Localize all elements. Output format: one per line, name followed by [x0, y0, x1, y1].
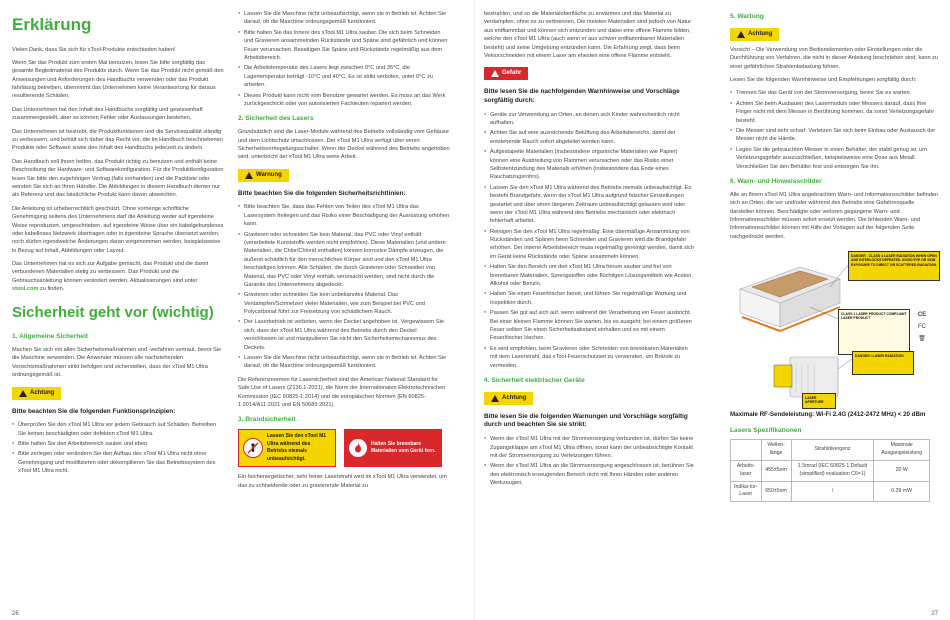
- list-item: ● Lassen Sie den xTool M1 Ultra während des Betriebs niemals unbeaufsichtigt. Es besteht Brandgefahr, wenn der xTool M1 Ultra aufgrund falscher Einstellungen gestartet und über einen längeren Zeitraum unbeaufsichtigt gelassen wird oder wenn der xTool M1 Ultra während des Betriebs mechanisch oder elektrisch fehlerhaft arbeitet.: [484, 184, 696, 226]
- table-cell: 1.5mrad (IEC 60825-1 Default (simplified) evaluation C6=1): [791, 461, 874, 482]
- paragraph-text: Das Unternehmen hat es sich zur Aufgabe gemacht, das Produkt und die damit verbundenen Materialien stetig zu verbessern. Das Produkt und die Gebrauchsanleitung können verändert werden. Aktualisierungen sind unter: [12, 261, 209, 284]
- badge-label: Achtung: [748, 30, 773, 37]
- table-row: [731, 461, 930, 482]
- list-item: ● Bitte beachten Sie, dass das Fehlen von Teilen des xTool M1 Ultra das Lasersystem freilegen und das Risiko einer Beschädigung der Ausrüstung erhöhen kann.: [238, 203, 450, 228]
- table-row: [731, 481, 930, 502]
- bold-heading: Bitte lesen Sie die folgenden Warnungen und Vorschläge sorgfältig durch und beachten Sie sie strikt:: [484, 412, 688, 429]
- aperture-label: LASER APERTURE: [802, 393, 836, 409]
- left-page-column-2: [238, 10, 450, 495]
- xtool-link[interactable]: xtool.com: [12, 286, 39, 293]
- paragraph: Lesen Sie die folgenden Warnhinweise und Empfehlungen sorgfältig durch:: [730, 77, 917, 84]
- warning-triangle-icon: [491, 395, 499, 402]
- bullet-list: [730, 89, 940, 171]
- page-number-right: 27: [931, 611, 938, 617]
- table-header: [731, 440, 762, 461]
- list-item: ● Lassen Sie die Maschine nicht unbeaufsichtigt, wenn sie in Betrieb ist. Achten Sie darauf, ob die Maschine ordnungsgemäß funktioniert.: [238, 10, 450, 27]
- laser-spec-table: [730, 439, 930, 502]
- list-item: ● Lassen Sie die Maschine nicht unbeaufsichtigt, wenn sie in Betrieb ist. Achten Sie darauf, ob die Maschine ordnungsgemäß funktioniert.: [238, 354, 450, 371]
- warning-triangle-icon: [245, 172, 253, 179]
- right-page-column-3: [484, 10, 696, 492]
- list-item: ● Legen Sie die gebrauchten Messer in einen Behälter, der stabil genug ist, um Verletzungsgefahr auszuschließen, beispielsweise eine Dose aus Metall. Verschließen Sie den Behälter fest und entsorgen Sie ihn.: [730, 146, 940, 171]
- warning-triangle-icon: [491, 70, 499, 77]
- unattended-warning-box: [238, 429, 336, 467]
- list-item: ● Achten Sie auf eine ausreichende Belüftung des Arbeitsbereichs, damit der entstehende Rauch sofort abgeleitet werden kann.: [484, 129, 696, 146]
- flame-icon: [349, 439, 367, 457]
- certification-marks: [908, 311, 936, 349]
- paragraph: Grundsätzlich sind die Laser-Module während des Betriebs vollständig vom Gehäuse und dem Lichtschutz umschlossen. Der xTool M1 Ultra verfügt über einen Sicherheitsverriegelungsschalter. Wenn der Deckel während des Betriebs angehoben wird, unterbricht der xTool M1 Ultra seine Arbeit.: [238, 129, 450, 161]
- paragraph: Die Referenznormen für Lasersicherheit sind der American National Standard for Safe Use of Lasers (Z136.1-2021), die Norm der Internationalen Elektrotechnischen Kommission (IEC 60825-1:2014) und die europäischen Normen (EN 60825-1:2014/A11:2021 und EN 50689:2021).: [238, 376, 446, 408]
- list-item: ● Es wird empfohlen, beim Gravieren oder Schneiden von brennbaren Materialien mit dem Laserstrahl, das xTool-Feuerschutzset zu verwenden, um Brände zu vermeiden.: [484, 345, 696, 370]
- machine-label-figure: [730, 247, 940, 407]
- danger-label: DANGER - CLASS 4 LASER RADIATION WHEN OPEN AND INTERLOCKS DEFEATED. AVOID EYE OR SKIN EXPOSURE TO DIRECT OR SCATTERED RADIATION.: [848, 251, 940, 281]
- list-item: ● Halten Sie den Bereich um den xTool M1 Ultra herum sauber und frei von brennbaren Materialien, Sprengstoffen oder flüchtigen Lösungsmitteln wie Aceton, Alkohol oder Benzin.: [484, 263, 696, 288]
- list-item: ● Bitte zerlegen oder verändern Sie den Aufbau des xTool M1 Ultra nicht ohne Genehmigung und modifizieren oder dekompilieren Sie das Betriebssystem des xTool M1 Ultra nicht.: [12, 450, 224, 475]
- bold-heading: Bitte lesen Sie die nachfolgenden Warnhinweise und Vorschläge sorgfältig durch:: [484, 88, 680, 104]
- section-title-warnschilder: 6. Warn- und Hinweisschilder: [730, 177, 822, 185]
- list-item: ● Reinigen Sie den xTool M1 Ultra regelmäßig. Eine übermäßige Ansammlung von Rückständen und Spänen beim Schneiden und Gravieren wird die Brandgefahr erhöhen. Der interne Arbeitsbereich muss regelmäßig gereinigt werden, damit sich im Gerät keine Rückstände oder Späne ansammeln können.: [484, 228, 696, 262]
- paragraph: Das Unternehmen hat den Inhalt des Handbuchs sorgfältig und gewissenhaft zusammengestellt, aber es können Fehler oder Auslassungen bestehen.: [12, 106, 203, 122]
- laser-spec-title: Lasers Spezifikationen: [730, 426, 802, 434]
- list-item: ● Halten Sie einen Feuerlöscher bereit, und führen Sie regelmäßige Wartung und Inspektion durch.: [484, 290, 696, 307]
- warning-triangle-icon: [19, 390, 27, 397]
- table-cell: 650±5nm: [761, 481, 791, 502]
- bold-heading: Bitte beachten Sie die folgenden Sicherheitsrichtlinien:: [238, 189, 406, 197]
- table-cell: 20 W: [874, 461, 930, 482]
- list-item: ● Gravieren oder schneiden Sie kein Material, das PVC oder Vinyl enthält (verarbeitete Kunststoffe werden nicht empfohlen). Diese Materialien (und andere Materialien, die Chlor/Chlorid enthalten) können korrosive Dämpfe erzeugen, die äußerst schädlich für den menschlichen Körper sind und den xTool M1 Ultra beschädigen können. Alle Schäden, die durch Gravieren oder Schneiden von Material, das PVC oder Vinyl enthält, verursacht werden, sind nicht durch die Garantie des Unternehmens abgedeckt.: [238, 231, 450, 290]
- list-item: ● Bitte halten Sie den Arbeitsbereich sauber und eben.: [12, 440, 224, 448]
- bullet-list: [12, 421, 224, 475]
- page-number-left: 26: [12, 611, 19, 617]
- gefahr-badge: [484, 67, 528, 80]
- paragraph-text: zu finden.: [38, 286, 65, 293]
- list-item: ● Bitte halten Sie das Innere des xTool M1 Ultra sauber. Die sich beim Schneiden und Gravieren ansammelnden Rückstände und Späne sind gefährlich und können Feuer verursachen. Beseitigen Sie Späne und Rückstände regelmäßig aus dem Arbeitsbereich.: [238, 29, 450, 63]
- achtung-badge: [730, 28, 779, 41]
- list-item: ● Trennen Sie das Gerät von der Stromversorgung, bevor Sie es warten.: [730, 89, 940, 97]
- list-item: ● Wenn der xTool M1 Ultra mit der Stromversorgung verbunden ist, dürfen Sie keine Zugangsklappe am xTool M1 Ultra öffnen, sonst kann der unbeabsichtigte Kontakt mit der Stromversorgung zu Verletzungen führen.: [484, 435, 696, 460]
- section-title-laser: 2. Sicherheit des Lasers: [238, 115, 314, 123]
- table-cell: Indika-tor-Laser: [731, 481, 762, 502]
- paragraph: Alle an Ihrem xTool M1 Ultra angebrachten Warn- und Informationsschilder befinden sich an Orten, die vor und/oder während des Betriebs eine Gefahrenquelle darstellen können. Beschädigte oder verloren gegangene Warn- und Informationsschilder müssen sofort ersetzt werden. Die fehlenden Warn- und Informationsschilder können mit Hilfe der Vorlagen auf der folgenden Seite nachgedruckt werden.: [730, 191, 939, 240]
- bullet-list: [484, 435, 696, 487]
- table-header: Maximale Ausgangsleistung: [874, 440, 930, 461]
- list-item: ● Geräte zur Verwendung an Orten, an denen sich Kinder wahrscheinlich nicht aufhalten.: [484, 111, 696, 128]
- right-page-column-4: [730, 10, 940, 502]
- title-erklaerung: Erklärung: [12, 15, 92, 34]
- table-header: Wellen-länge: [761, 440, 791, 461]
- paragraph: [12, 260, 224, 294]
- flammable-warning-box: [344, 429, 442, 467]
- class1-label-text: CLASS 1 LASER PRODUCT COMPLIANT LASER PRODUCT: [841, 312, 907, 321]
- list-item: ● Der Laserbetrieb ist verboten, wenn der Deckel angehoben ist. Vergewissern Sie sich, dass der xTool M1 Ultra während des Betriebs durch den Deckel verschlossen ist und manipulieren Sie nicht den Sicherheitsmechanismus des Deckels.: [238, 318, 450, 352]
- caution-label: DANGER / LASER RADIATION: [852, 351, 914, 375]
- warning-text: Halten Sie brennbare Materialien vom Gerät fern.: [371, 440, 436, 455]
- no-unattended-icon: [243, 438, 263, 458]
- section-title-brandsicherheit: 3. Brandsicherheit: [238, 416, 296, 424]
- left-page-column-1: [12, 10, 224, 481]
- fire-warning-row: [238, 429, 450, 467]
- list-item: ● Dieses Produkt kann nicht vom Benutzer gewartet werden. Es muss an das Werk zurückgeschickt oder von autorisierten Fachleuten repariert werden.: [238, 92, 450, 109]
- page-divider: [474, 0, 475, 620]
- ce-mark-icon: CE: [917, 312, 927, 319]
- list-item: ● Passen Sie gut auf sich auf, wenn während der Verarbeitung ein Feuer ausbricht. Bei einer kleinen Flamme können Sie warten, bis es ausgeht; bei einem größeren Feuer sollten Sie einen Sicherheitsabstand einhalten und es mit einem Feuerlöscher löschen.: [484, 309, 696, 343]
- list-item: ● Überprüfen Sie den xTool M1 Ultra vor jedem Gebrauch auf Schäden. Betreiben Sie keinen beschädigten oder defekten xTool M1 Ultra.: [12, 421, 224, 438]
- table-header-row: [731, 440, 930, 461]
- achtung-badge: [12, 387, 61, 400]
- table-cell: /: [791, 481, 874, 502]
- paragraph: Das Unternehmen ist bestrebt, die Produktfunktionen und die Servicequalität ständig zu verbessern, und behält sich daher das Recht vor, die im Handbuch beschriebenen Produkte oder Software sowie den Inhalt des Handbuchs jederzeit zu ändern.: [12, 128, 223, 152]
- badge-label: Gefahr: [502, 70, 522, 77]
- section-title-wartung: 5. Wartung: [730, 13, 764, 20]
- paragraph: Vielen Dank, dass Sie sich für xTool-Produkte entschieden haben!: [12, 46, 176, 53]
- badge-label: Achtung: [502, 394, 527, 401]
- table-cell: Arbeits-laser: [731, 461, 762, 482]
- warning-text: Lassen Sie den xTool M1 Ultra während des Betriebs niemals unbeaufsichtigt.: [267, 433, 327, 462]
- list-item: ● Aufgestapelte Materialien (insbesondere organische Materialien wie Papier) können eine Ausbreitung von Flammen verursachen oder das Risiko einer Selbstentzündung des Materials erhöhen (insbesondere das Ende eines Rauchabzugsrohrs).: [484, 148, 696, 182]
- achtung-badge: [484, 392, 533, 405]
- section-title-allgemeine-sicherheit: 1. Allgemeine Sicherheit: [12, 333, 88, 341]
- paragraph: bestrahlen, und so die Materialoberfläche zu erwärmen und das Material zu verdampfen, ohne es zu verbrennen. Die meisten Materialien sind jedoch von Natur aus entflammbar und können sich entzünden und dabei eine offene Flamme bilden, welche den xTool M1 Ultra (auch wenn er aus schwer entflammbaren Materialien besteht) und seine Umgebung entzünden kann. Die Erfahrung zeigt, dass beim Vektorschneiden mit einem Laser am ehesten eine offene Flamme entsteht.: [484, 11, 692, 59]
- bullet-list: [238, 10, 450, 108]
- list-item: ● Die Messer sind sehr scharf. Verletzen Sie sich beim Einbau oder Austausch der Messer nicht die Hände.: [730, 127, 940, 144]
- warning-triangle-icon: [737, 31, 745, 38]
- class1-label: [838, 309, 910, 355]
- list-item: ● Achten Sie beim Ausbauen des Lasermoduls oder Messers darauf, dass Ihre Finger nicht mit dem Messer in Berührung kommen, da sonst Verletzungsgefahr besteht.: [730, 100, 940, 125]
- list-item: ● Gravieren oder schneiden Sie kein unbekanntes Material. Das Verdampfen/Schmelzen vieler Materialien, wie zum Beispiel bei PVC und Polycarbonat führt zur Freisetzung von schädlichem Rauch.: [238, 291, 450, 316]
- list-item: ● Die Arbeitstemperatur des Lasers liegt zwischen 0°C und 35°C, die Lagertemperatur beträgt -10°C und 40°C. Es ist strikt verboten, unter 0°C zu arbeiten.: [238, 64, 450, 89]
- paragraph: Die Anleitung ist urheberrechtlich geschützt. Ohne vorherige schriftliche Genehmigung seitens des Unternehmens darf die Anleitung weder auf irgendeine Weise reproduziert, umgeschrieben, auf irgendeine Weise über ein kabelgebundenes oder kabelloses Netzwerk übertragen oder in irgendeine Sprache übersetzt werden, noch dürfen irgendwelche Änderungen daran vorgenommen werden, beispielsweise in Bezug auf Inhalt, Abbildungen oder Layout.: [12, 205, 224, 254]
- paragraph: Machen Sie sich mit allen Sicherheitsmaßnahmen und -verfahren vertraut, bevor Sie die Maschine verwenden. Die Anwender müssen alle nachstehenden Vorsichtsmaßnahmen strikt befolgen und sicherstellen, dass der xTool M1 Ultra ordnungsgemäß ist.: [12, 347, 222, 379]
- warnung-badge: [238, 169, 289, 182]
- table-cell: 455±5nm: [761, 461, 791, 482]
- section-title-elektrische-sicherheit: 4. Sicherheit elektrischer Geräte: [484, 376, 585, 384]
- list-item: ● Wenn der xTool M1 Ultra an die Stromversorgung angeschlossen ist, berühren Sie den elektronisch erzeugenden Bereich nicht mit Ihren Händen oder anderen Werkzeugen.: [484, 462, 696, 487]
- badge-label: Warnung: [256, 171, 282, 178]
- paragraph: Vorsicht – Die Verwendung von Bedienelementen oder Einstellungen oder die Durchführung von Verfahren, die nicht in dieser Anleitung beschrieben sind, kann zu einer gefährlichen Strahlenbelastung führen.: [730, 46, 939, 70]
- paragraph: Ein hochenergetischer, sehr feiner Laserstrahl wird im xTool M1 Ultra verwendet, um das zu schneidende oder zu gravierende Material zu: [238, 474, 447, 489]
- title-sicherheit: Sicherheit geht vor (wichtig): [12, 303, 214, 321]
- recycle-bin-icon: 🗑: [918, 336, 926, 343]
- table-cell: 0.39 mW: [874, 481, 930, 502]
- badge-label: Achtung: [30, 389, 55, 396]
- bullet-list: [238, 203, 450, 370]
- table-header: Strahldivergenz: [791, 440, 874, 461]
- paragraph: Wenn Sie das Produkt zum ersten Mal benutzen, lesen Sie bitte sorgfältig das gesamte Begleitmaterial des Produkts durch. Wenn Sie das Produkt nicht gemäß den Anweisungen und Anforderungen des Handbuchs verwenden oder das Produkt fahrlässig betreiben, übernimmt das Unternehmen keine Verantwortung für daraus resultierende Schäden.: [12, 59, 224, 100]
- bold-heading: Bitte beachten Sie die folgenden Funktionsprinzipien:: [12, 407, 176, 415]
- paragraph: Das Handbuch soll Ihnen helfen, das Produkt richtig zu benutzen und enthält keine Beschreibung der Hardware- und Softwarekonfiguration. Für die Produktkonfiguration lesen Sie bitte den zugehörigen Vertrag (falls vorhanden) und die Packliste oder wenden Sie sich an Ihren Händler. Die Abbildungen in diesem Handbuch dienen nur als Referenz und das tatsächliche Produkt kann davon abweichen.: [12, 158, 224, 199]
- fcc-mark-icon: FC: [918, 324, 926, 331]
- bullet-list: [484, 111, 696, 370]
- rf-power-title: Maximale RF-Sendeleistung: Wi-Fi 2.4G (2412-2472 MHz) < 20 dBm: [730, 411, 926, 419]
